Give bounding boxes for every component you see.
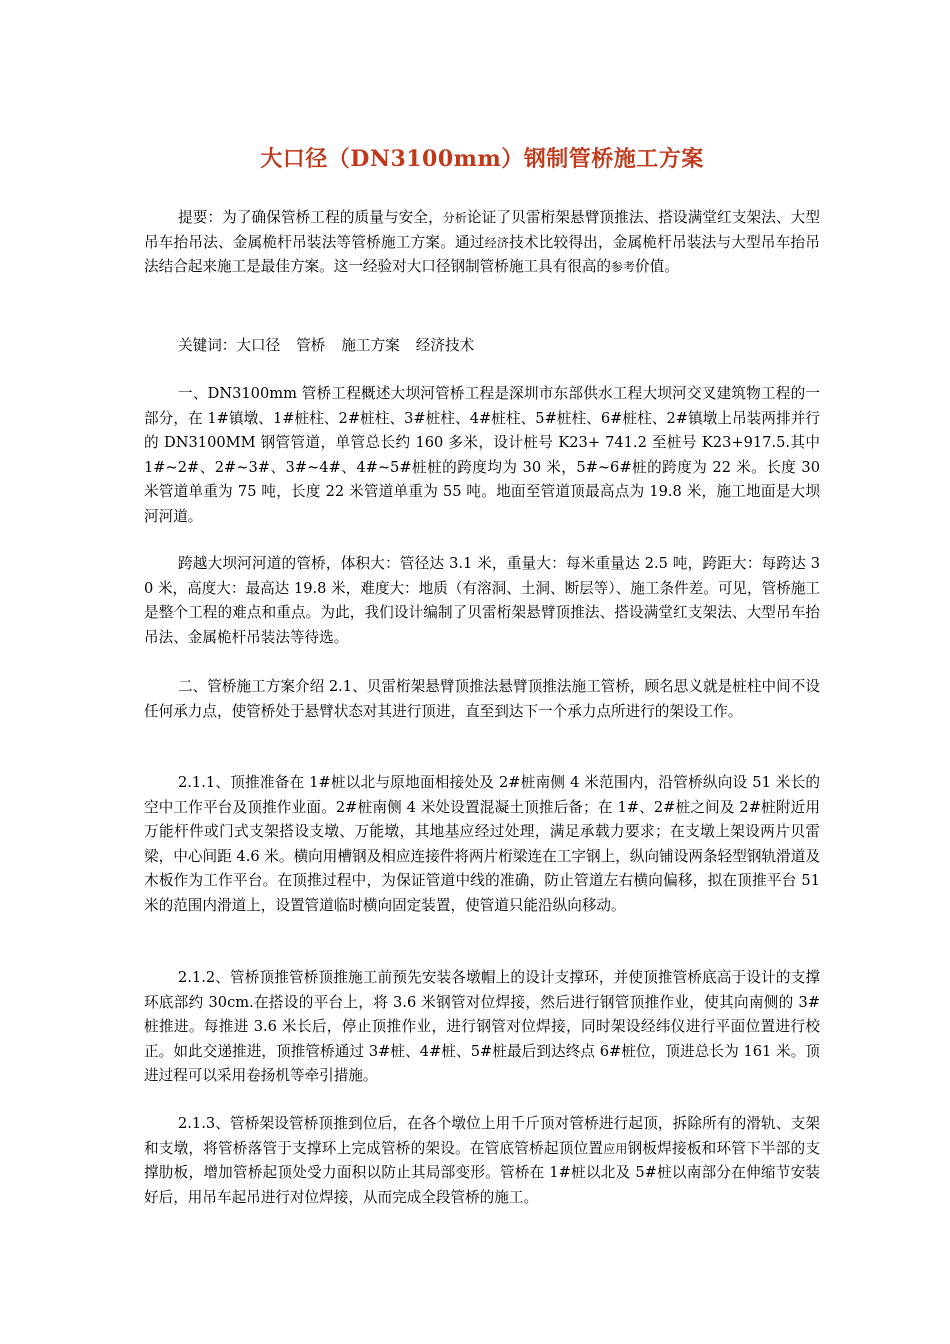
section-overview-paragraph: 一、DN3100mm 管桥工程概述大坝河管桥工程是深圳市东部供水工程大坝河交叉建筑物工程的一部分，在 1#镇墩、1#桩柱、2#桩柱、3#桩柱、4#桩柱、5#桩柱、6#桩柱、2#镇墩上吊装两排并行的 DN3100MM 钢管管道，单管总长约 160 多米，设计桩号 K23+ 741.2 至桩号 K23+917.5.其中 1#~2#、2#~3#、3#~4#、4#~5#桩桩的跨度均为 30 米，5#~6#桩的跨度为 22 米。长度 30 米管道单重为 75 吨，长度 22 米管道单重为 55 吨。地面至管道顶最高点为 19.8 米，施工地面是大坝河河道。	[144, 385, 820, 525]
keyword-item: 大口径	[236, 337, 281, 354]
section-2-1-2-paragraph: 2.1.2、管桥顶推管桥顶推施工前预先安装各墩帽上的设计支撑环，并使顶推管桥底高于设计的支撑环底部约 30cm.在搭设的平台上，将 3.6 米钢管对位焊接，然后进行钢管顶推作业，使其向南侧的 3#桩推进。每推进 3.6 米长后，停止顶推作业，进行钢管对位焊接，同时架设经纬仪进行平面位置进行校正。如此交递推进，顶推管桥通过 3#桩、4#桩、5#桩最后到达终点 6#桩位，顶进总长为 161 米。顶进过程可以采用卷扬机等牵引措施。	[144, 969, 820, 1085]
section-plans-paragraph: 二、管桥施工方案介绍 2.1、贝雷桁架悬臂顶推法悬臂顶推法施工管桥，顾名思义就是桩柱中间不设任何承力点，使管桥处于悬臂状态对其进行顶进，直至到达下一个承力点所进行的架设工作。	[144, 678, 820, 720]
section-2-1-1-paragraph: 2.1.1、顶推准备在 1#桩以北与原地面相接处及 2#桩南侧 4 米范围内，沿管桥纵向设 51 米长的空中工作平台及顶推作业面。2#桩南侧 4 米处设置混凝土顶推后备；在 1#、2#桩之间及 2#桩附近用万能杆件或门式支架搭设支墩、万能墩，其地基应经过处理，满足承载力要求；在支墩上架设两片贝雷梁，中心间距 4.6 米。横向用槽钢及相应连接件将两片桁梁连在工字钢上，纵向铺设两条轻型钢轨滑道及木板作为工作平台。在顶推过程中，为保证管道中线的准确，防止管道左右横向偏移，拟在顶推平台 51 米的范围内滑道上，设置管道临时横向固定装置，使管道只能沿纵向移动。	[144, 774, 820, 914]
abstract-text-1: 提要：为了确保管桥工程的质量与安全，	[178, 209, 443, 226]
keyword-item: 经济技术	[415, 337, 475, 354]
abstract-paragraph	[144, 206, 820, 280]
section-2-1-3-text-1: 2.1.3、管桥架设管桥顶推到位后，在各个墩位上用千斤顶对管桥进行起顶，拆除所有的滑轨、支架和支墩，将管桥落管于支撑环上完成管桥的架设。在管底管桥起顶位置	[144, 1115, 820, 1157]
keywords-line	[144, 334, 820, 359]
section-2-1-3-text-2: 钢板焊接板和环管下半部的支撑肋板，增加管桥起顶处受力面积以防止其局部变形。管桥在 1#桩以北及 5#桩以南部分在伸缩节安装好后，用吊车起吊进行对位焊接，从而完成全段管桥的施工。	[144, 1139, 820, 1206]
abstract-text-4: 价值。	[635, 258, 679, 276]
keyword-item: 管桥	[296, 337, 326, 354]
section-2-1-3-text-small: 应用	[603, 1141, 628, 1156]
section-2-1-3-paragraph	[144, 1112, 820, 1210]
abstract-text-3: 技术比较得出，金属桅杆吊装法与大型吊车抬吊法结合起来施工是最佳方案。这一经验对大口径钢制管桥施工具有很高的	[144, 233, 820, 276]
document-title: 大口径（DN3100mm）钢制管桥施工方案	[260, 146, 704, 172]
abstract-text-small-2: 经济	[484, 235, 510, 250]
abstract-text-small-3: 参考	[611, 260, 636, 275]
keywords-label: 关键词：	[178, 337, 237, 354]
keyword-item: 施工方案	[341, 337, 400, 354]
abstract-text-2: 论证了贝雷桁架悬臂顶推法、搭设满堂红支架法、大型吊车抬吊法、金属桅杆吊装法等管桥施工方案。通过	[144, 209, 820, 251]
section-crossing-paragraph: 跨越大坝河河道的管桥，体积大：管径达 3.1 米，重量大：每米重量达 2.5 吨，跨距大：每跨达 30 米，高度大：最高达 19.8 米，难度大：地质（有溶洞、土洞、断层等）、施工条件差。可见，管桥施工是整个工程的难点和重点。为此，我们设计编制了贝雷桁架悬臂顶推法、搭设满堂红支架法、大型吊车抬吊法、金属桅杆吊装法等待选。	[144, 555, 820, 646]
abstract-text-small-1: 分析	[442, 211, 468, 225]
